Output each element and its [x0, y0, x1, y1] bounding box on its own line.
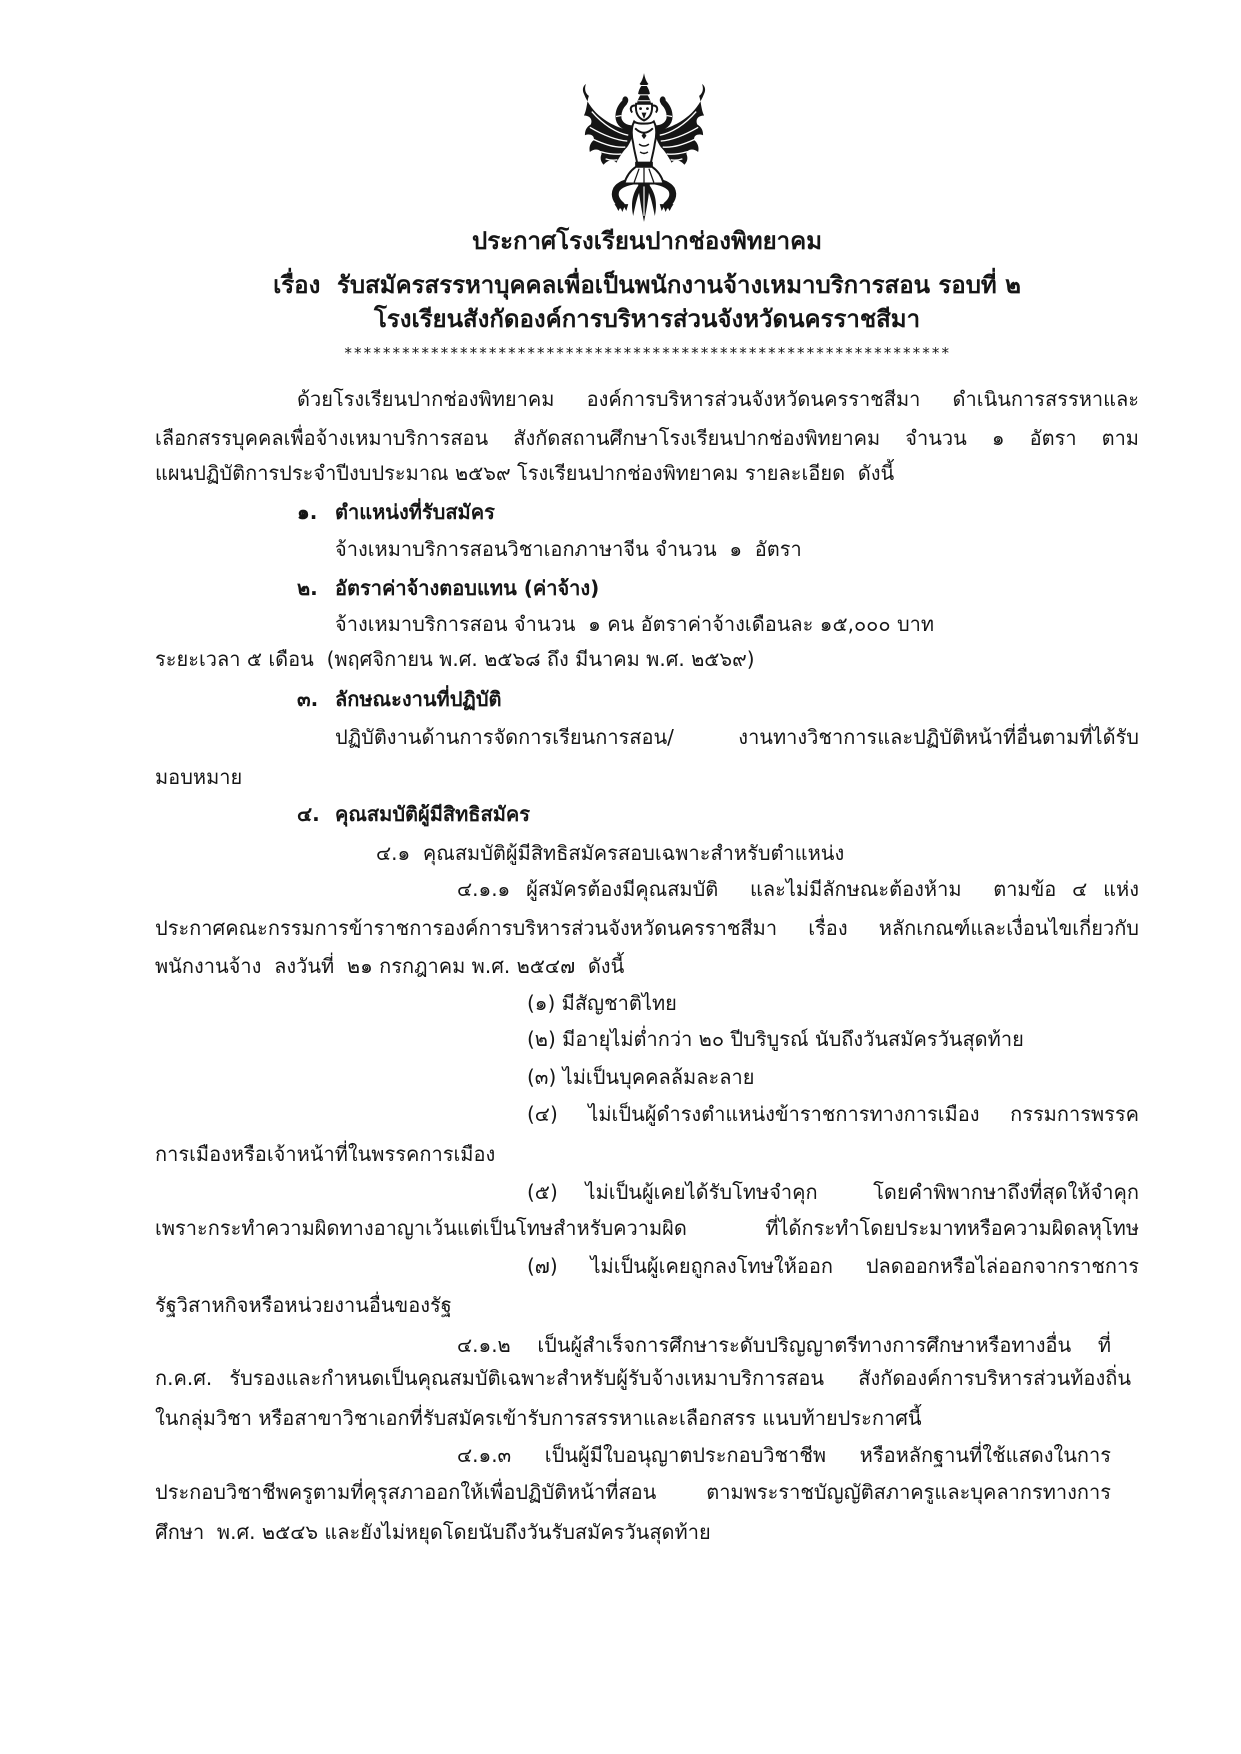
body-line: มอบหมาย	[155, 765, 243, 789]
clause-line: ประกาศคณะกรรมการข้าราชการองค์การบริหารส่วนจังหวัดนครราชสีมา เรื่อง หลักเกณฑ์และเงื่อนไขเกี่ยวกับ	[155, 916, 1139, 940]
clause-line: ๔.๑.๒ เป็นผู้สำเร็จการศึกษาระดับปริญญาตรีทางการศึกษาหรือทางอื่น ที่	[457, 1333, 1111, 1357]
garuda-tail	[632, 183, 656, 221]
condition-line: เพราะกระทำความผิดทางอาญาเว้นแต่เป็นโทษสำหรับความผิด ที่ได้กระทำโดยประมาทหรือความผิดลหุโทษ	[155, 1216, 1139, 1240]
section-number: ๓.	[297, 687, 319, 711]
condition-line: รัฐวิสาหกิจหรือหน่วยงานอื่นของรัฐ	[155, 1293, 452, 1317]
condition-line: (๕) ไม่เป็นผู้เคยได้รับโทษจำคุก โดยคำพิพากษาถึงที่สุดให้จำคุก	[527, 1180, 1139, 1204]
condition-line: (๓) ไม่เป็นบุคคลล้มละลาย	[527, 1065, 755, 1089]
clause-line: ศึกษา พ.ศ. ๒๕๔๖ และยังไม่หยุดโดยนับถึงวันรับสมัครวันสุดท้าย	[155, 1520, 711, 1544]
intro-line: เลือกสรรบุคคลเพื่อจ้างเหมาบริการสอน สังกัดสถานศึกษาโรงเรียนปากช่องพิทยาคม จำนวน ๑ อัตรา ตาม	[155, 426, 1139, 450]
body-line: ปฏิบัติงานด้านการจัดการเรียนการสอน/ งานทางวิชาการและปฏิบัติหน้าที่อื่นตามที่ได้รับ	[335, 725, 1139, 749]
body-line: จ้างเหมาบริการสอนวิชาเอกภาษาจีน จำนวน ๑ อัตรา	[335, 537, 802, 561]
garuda-crown	[637, 73, 651, 103]
clause-line: ในกลุ่มวิชา หรือสาขาวิชาเอกที่รับสมัครเข้ารับการสรรหาและเลือกสรร แนบท้ายประกาศนี้	[155, 1406, 922, 1430]
intro-line: ด้วยโรงเรียนปากช่องพิทยาคม องค์การบริหารส่วนจังหวัดนครราชสีมา ดำเนินการสรรหาและ	[297, 387, 1139, 411]
document-affiliation: โรงเรียนสังกัดองค์การบริหารส่วนจังหวัดนครราชสีมา	[373, 305, 921, 333]
section-heading	[297, 495, 1139, 529]
clause-line: ก.ค.ศ. รับรองและกำหนดเป็นคุณสมบัติเฉพาะสำหรับผู้รับจ้างเหมาบริการสอน สังกัดองค์การบริหารส่วนท้องถิ่น	[155, 1366, 1131, 1390]
section-title: คุณสมบัติผู้มีสิทธิสมัคร	[335, 802, 531, 826]
section-title: ลักษณะงานที่ปฏิบัติ	[335, 687, 502, 711]
subsection-heading: ๔.๑ คุณสมบัติผู้มีสิทธิสมัครสอบเฉพาะสำหรับตำแหน่ง	[376, 841, 845, 865]
condition-line: (๔) ไม่เป็นผู้ดำรงตำแหน่งข้าราชการทางการเมือง กรรมการพรรค	[527, 1102, 1139, 1126]
clause-line: พนักงานจ้าง ลงวันที่ ๒๑ กรกฎาคม พ.ศ. ๒๕๔๗ ดังนี้	[155, 954, 625, 978]
clause-line: ๔.๑.๓ เป็นผู้มีใบอนุญาตประกอบวิชาชีพ หรือหลักฐานที่ใช้แสดงในการ	[457, 1443, 1111, 1467]
condition-line: การเมืองหรือเจ้าหน้าที่ในพรรคการเมือง	[155, 1142, 496, 1166]
garuda-head	[631, 104, 657, 121]
garuda-emblem-icon	[580, 72, 708, 226]
section-heading	[297, 571, 1139, 605]
garuda-hip-cloth	[624, 167, 663, 184]
section-heading	[297, 682, 1139, 716]
section-title: อัตราค่าจ้างตอบแทน (ค่าจ้าง)	[335, 576, 600, 600]
section-number: ๔.	[297, 802, 320, 826]
intro-line: แผนปฏิบัติการประจำปีงบประมาณ ๒๕๖๙ โรงเรียนปากช่องพิทยาคม รายละเอียด ดังนี้	[155, 461, 895, 485]
section-title: ตำแหน่งที่รับสมัคร	[335, 500, 495, 524]
condition-line: (๑) มีสัญชาติไทย	[527, 991, 677, 1015]
garuda-torso	[632, 121, 656, 166]
document-title: ประกาศโรงเรียนปากช่องพิทยาคม	[471, 227, 823, 255]
section-number: ๑.	[297, 500, 318, 524]
condition-line: (๗) ไม่เป็นผู้เคยถูกลงโทษให้ออก ปลดออกหรือไล่ออกจากราชการ	[527, 1254, 1139, 1278]
section-heading	[297, 797, 1139, 831]
body-line: ระยะเวลา ๕ เดือน (พฤศจิกายน พ.ศ. ๒๕๖๘ ถึง มีนาคม พ.ศ. ๒๕๖๙)	[155, 647, 755, 671]
body-line: จ้างเหมาบริการสอน จำนวน ๑ คน อัตราค่าจ้างเดือนละ ๑๕,๐๐๐ บาท	[335, 612, 935, 636]
clause-line: ประกอบวิชาชีพครูตามที่คุรุสภาออกให้เพื่อปฏิบัติหน้าที่สอน ตามพระราชบัญญัติสภาครูและบุคลากรทางการ	[155, 1480, 1111, 1504]
section-number: ๒.	[297, 576, 318, 600]
condition-line: (๒) มีอายุไม่ต่ำกว่า ๒๐ ปีบริบูรณ์ นับถึงวันสมัครวันสุดท้าย	[527, 1027, 1024, 1051]
separator-line: ***************************************************************	[343, 344, 951, 362]
document-subject: เรื่อง รับสมัครสรรหาบุคคลเพื่อเป็นพนักงานจ้างเหมาบริการสอน รอบที่ ๒	[273, 271, 1021, 299]
clause-line: ๔.๑.๑ ผู้สมัครต้องมีคุณสมบัติ และไม่มีลักษณะต้องห้าม ตามข้อ ๔ แห่ง	[457, 877, 1139, 901]
